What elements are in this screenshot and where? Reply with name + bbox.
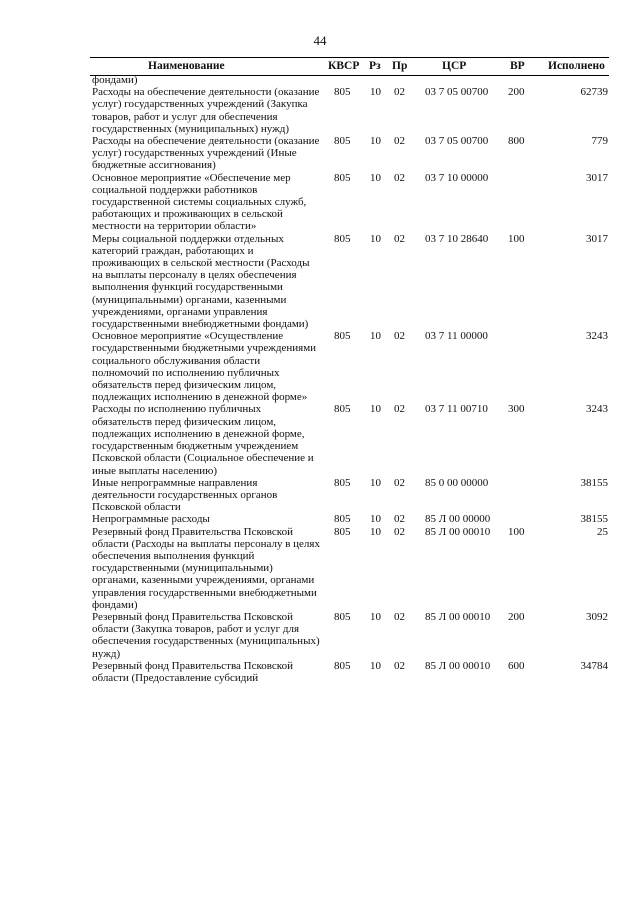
row-pr: 02 (394, 171, 405, 184)
row-rz: 10 (370, 330, 381, 343)
row-pr: 02 (394, 659, 405, 672)
row-name: Основное мероприятие «Обеспечение мер социальной поддержки работников государственной системы социальных служб, работающих и проживающих в сельской местности на территории области» (92, 171, 307, 233)
row-pr: 02 (394, 513, 405, 526)
header-kvsr: КВСР (328, 60, 360, 72)
row-rz: 10 (370, 659, 381, 672)
table-row (0, 611, 640, 660)
table-row (0, 233, 640, 331)
row-amount: 3243 (586, 403, 608, 416)
row-name: Резервный фонд Правительства Псковской области (Расходы на выплаты персоналу в целях обеспечения выполнения функций государственными (муниципальными) органами, казенными учреждениями, органами управления государственными внебюджетными фондами) (92, 525, 320, 611)
row-rz: 10 (370, 476, 381, 489)
row-name: Резервный фонд Правительства Псковской области (Предоставление субсидий (92, 659, 293, 684)
row-csr: 03 7 05 00700 (425, 135, 489, 148)
row-kvsr: 805 (334, 86, 351, 99)
row-name: Расходы на обеспечение деятельности (оказание услуг) государственных учреждений (Закупка товаров, работ и услуг для обеспечения государственных (муниципальных) нужд) (92, 86, 320, 135)
table-row (0, 403, 640, 476)
row-vr: 100 (508, 525, 525, 538)
row-vr: 600 (508, 659, 525, 672)
row-pr: 02 (394, 610, 405, 623)
table-row (0, 74, 640, 86)
row-amount: 25 (597, 525, 608, 538)
row-name: Основное мероприятие «Осуществление государственными бюджетными учреждениями социального обслуживания области полномочий по исполнению публичных обязательств перед физическим лицом, подлежащих исполнению в денежной форме» (92, 330, 317, 404)
row-vr: 200 (508, 610, 525, 623)
row-amount: 34784 (580, 659, 608, 672)
row-csr: 85 0 00 00000 (425, 476, 489, 489)
row-kvsr: 805 (334, 525, 351, 538)
page-number: 44 (313, 33, 327, 48)
row-kvsr: 805 (334, 330, 351, 343)
row-pr: 02 (394, 86, 405, 99)
row-csr: 85 Л 00 00010 (425, 659, 491, 672)
row-name: Резервный фонд Правительства Псковской области (Закупка товаров, работ и услуг для обеспечения государственных (муниципальных) нужд) (92, 610, 320, 660)
table-row (0, 86, 640, 135)
row-name: Расходы по исполнению публичных обязательств перед физическим лицом, подлежащих исполнению в денежной форме, государственным бюджетным учреждением Псковской области (Социальное обеспечение и иные выплаты населению) (92, 403, 314, 477)
row-csr: 03 7 11 00710 (425, 403, 488, 416)
table-row (0, 513, 640, 525)
table-row (0, 172, 640, 233)
table-row (0, 526, 640, 611)
row-amount: 62739 (580, 86, 608, 99)
row-amount: 3243 (586, 330, 608, 343)
row-vr: 200 (508, 86, 525, 99)
row-csr: 85 Л 00 00010 (425, 610, 491, 623)
row-pr: 02 (394, 403, 405, 416)
row-rz: 10 (370, 135, 381, 148)
row-vr: 100 (508, 232, 525, 245)
table-body (0, 74, 640, 684)
row-kvsr: 805 (334, 513, 351, 526)
row-amount: 3017 (586, 232, 608, 245)
row-vr: 300 (508, 403, 525, 416)
row-kvsr: 805 (334, 610, 351, 623)
row-amount: 3017 (586, 171, 608, 184)
row-name: Меры социальной поддержки отдельных категорий граждан, работающих и проживающих в сельской местности (Расходы на выплаты персоналу в целях обеспечения выполнения функций государственными (муниципальными) органами, казенными учреждениями, органами управления государственными внебюджетными фондами) (92, 232, 310, 331)
table-row (0, 330, 640, 403)
table-row (0, 135, 640, 172)
row-name: Иные непрограммные направления деятельности государственных органов Псковской области (92, 476, 278, 514)
table-row (0, 660, 640, 684)
row-name: фондами) (92, 74, 138, 86)
row-rz: 10 (370, 86, 381, 99)
row-amount: 38155 (580, 513, 608, 526)
row-pr: 02 (394, 476, 405, 489)
row-csr: 85 Л 00 00000 (425, 513, 491, 526)
row-kvsr: 805 (334, 232, 351, 245)
header-pr: Пр (392, 60, 408, 72)
row-csr: 03 7 10 00000 (425, 171, 489, 184)
row-rz: 10 (370, 403, 381, 416)
row-csr: 03 7 11 00000 (425, 330, 488, 343)
row-kvsr: 805 (334, 476, 351, 489)
row-amount: 3092 (586, 610, 608, 623)
row-csr: 03 7 10 28640 (425, 232, 489, 245)
row-kvsr: 805 (334, 659, 351, 672)
row-vr: 800 (508, 135, 525, 148)
row-amount: 779 (591, 135, 608, 148)
row-name: Расходы на обеспечение деятельности (оказание услуг) государственных учреждений (Иные бюджетные ассигнования) (92, 135, 320, 172)
header-rz: Рз (369, 60, 381, 72)
row-rz: 10 (370, 610, 381, 623)
row-pr: 02 (394, 525, 405, 538)
header-csr: ЦСР (442, 60, 467, 72)
row-pr: 02 (394, 330, 405, 343)
row-kvsr: 805 (334, 171, 351, 184)
row-pr: 02 (394, 232, 405, 245)
row-pr: 02 (394, 135, 405, 148)
row-rz: 10 (370, 525, 381, 538)
row-rz: 10 (370, 232, 381, 245)
header-amount: Исполнено (548, 60, 605, 72)
row-name: Непрограммные расходы (92, 513, 210, 526)
row-amount: 38155 (580, 476, 608, 489)
header-vr: ВР (510, 60, 525, 72)
header-name: Наименование (148, 60, 225, 72)
row-csr: 03 7 05 00700 (425, 86, 489, 99)
row-rz: 10 (370, 513, 381, 526)
row-kvsr: 805 (334, 135, 351, 148)
table-row (0, 477, 640, 514)
row-csr: 85 Л 00 00010 (425, 525, 491, 538)
row-kvsr: 805 (334, 403, 351, 416)
row-rz: 10 (370, 171, 381, 184)
